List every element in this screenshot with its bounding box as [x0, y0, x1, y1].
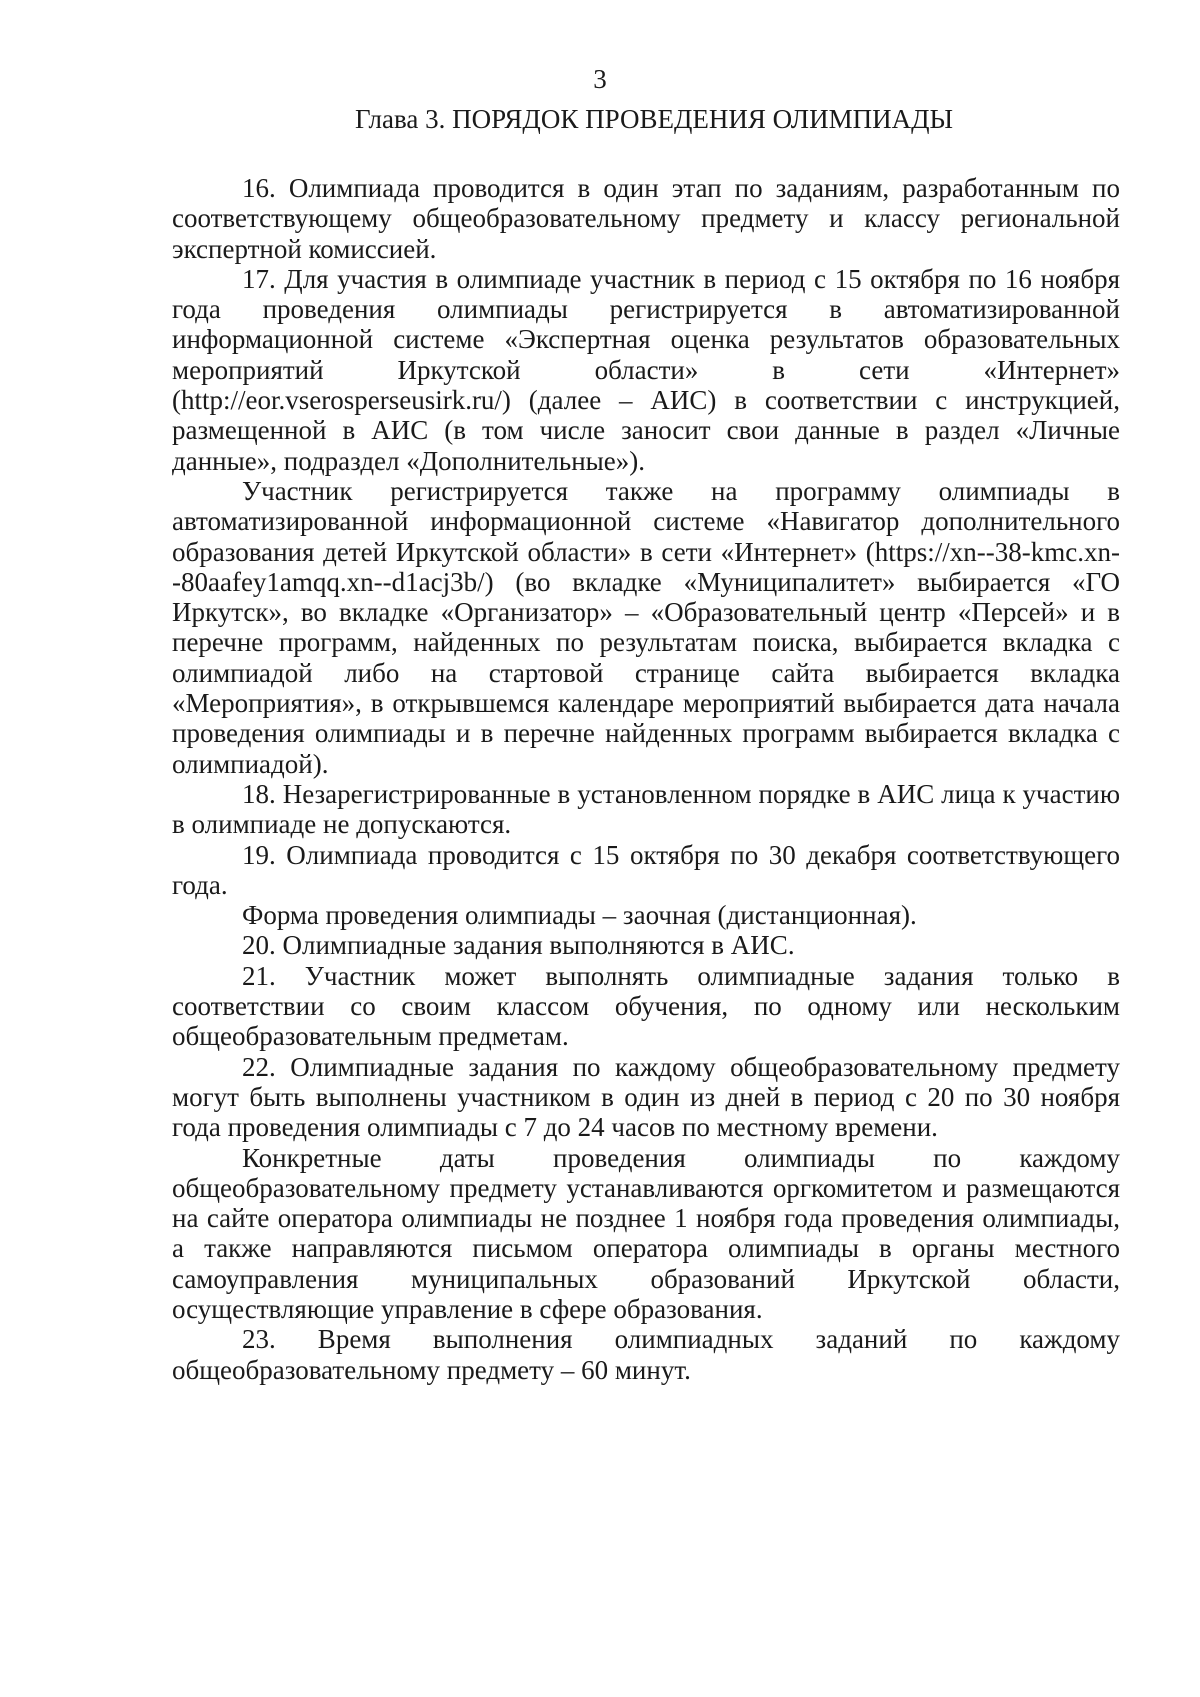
paragraph-22: 22. Олимпиадные задания по каждому общеобразовательному предмету могут быть выполнены участником в один из дней в период с 20 по 30 ноября года проведения олимпиады с 7 до 24 часов по местному времени. — [172, 1051, 1120, 1143]
paragraph-20: 20. Олимпиадные задания выполняются в АИС. — [242, 930, 795, 961]
paragraph-23: 23. Время выполнения олимпиадных заданий по каждому общеобразовательному предмету – 60 минут. — [172, 1324, 1120, 1385]
paragraph-18: 18. Незарегистрированные в установленном порядке в АИС лица к участию в олимпиаде не допускаются. — [172, 778, 1120, 840]
paragraph-17: 17. Для участия в олимпиаде участник в период с 15 октября по 16 ноября года проведения олимпиады регистрируется в автоматизированной информационной системе «Экспертная оценка результатов образовательных мероприятий Иркутской области» в сети «Интернет» (http://eor.vserosperseusirk.ru/) (далее – АИС) в соответствии с инструкцией, размещенной в АИС (в том числе заносит свои данные в раздел «Личные данные», подраздел «Дополнительные»). — [172, 263, 1120, 476]
paragraph-16: 16. Олимпиада проводится в один этап по заданиям, разработанным по соответствующему общеобразовательному предмету и классу региональной экспертной комиссией. — [172, 173, 1120, 264]
paragraph-19-form: Форма проведения олимпиады – заочная (дистанционная). — [242, 900, 917, 931]
document-body — [172, 173, 1120, 1385]
paragraph-22-dates: Конкретные даты проведения олимпиады по каждому общеобразовательному предмету устанавливаются оргкомитетом и размещаются на сайте оператора олимпиады не позднее 1 ноября года проведения олимпиады, а также направляются письмом оператора олимпиады в органы местного самоуправления муниципальных образований Иркутской области, осуществляющие управление в сфере образования. — [172, 1142, 1120, 1324]
paragraph-17-navigator: Участник регистрируется также на программу олимпиады в автоматизированной информационной системе «Навигатор дополнительного образования детей Иркутской области» в сети «Интернет» (https://xn--38-kmc.xn--80aafey1amqq.xn--d1acj3b/) (во вкладке «Муниципалитет» выбирается «ГО Иркутск», во вкладке «Организатор» – «Образовательный центр «Персей» и в перечне программ, найденных по результатам поиска, выбирается вкладка с олимпиадой либо на стартовой странице сайта выбирается вкладка «Мероприятия», в открывшемся календаре мероприятий выбирается дата начала проведения олимпиады и в перечне найденных программ выбирается вкладка с олимпиадой). — [172, 475, 1120, 779]
page-number: 3 — [593, 64, 607, 94]
paragraph-21: 21. Участник может выполнять олимпиадные задания только в соответствии со своим классом обучения, по одному или нескольким общеобразовательным предметам. — [172, 960, 1120, 1052]
paragraph-19: 19. Олимпиада проводится с 15 октября по 30 декабря соответствующего года. — [172, 839, 1120, 900]
chapter-title: Глава 3. ПОРЯДОК ПРОВЕДЕНИЯ ОЛИМПИАДЫ — [354, 104, 954, 134]
